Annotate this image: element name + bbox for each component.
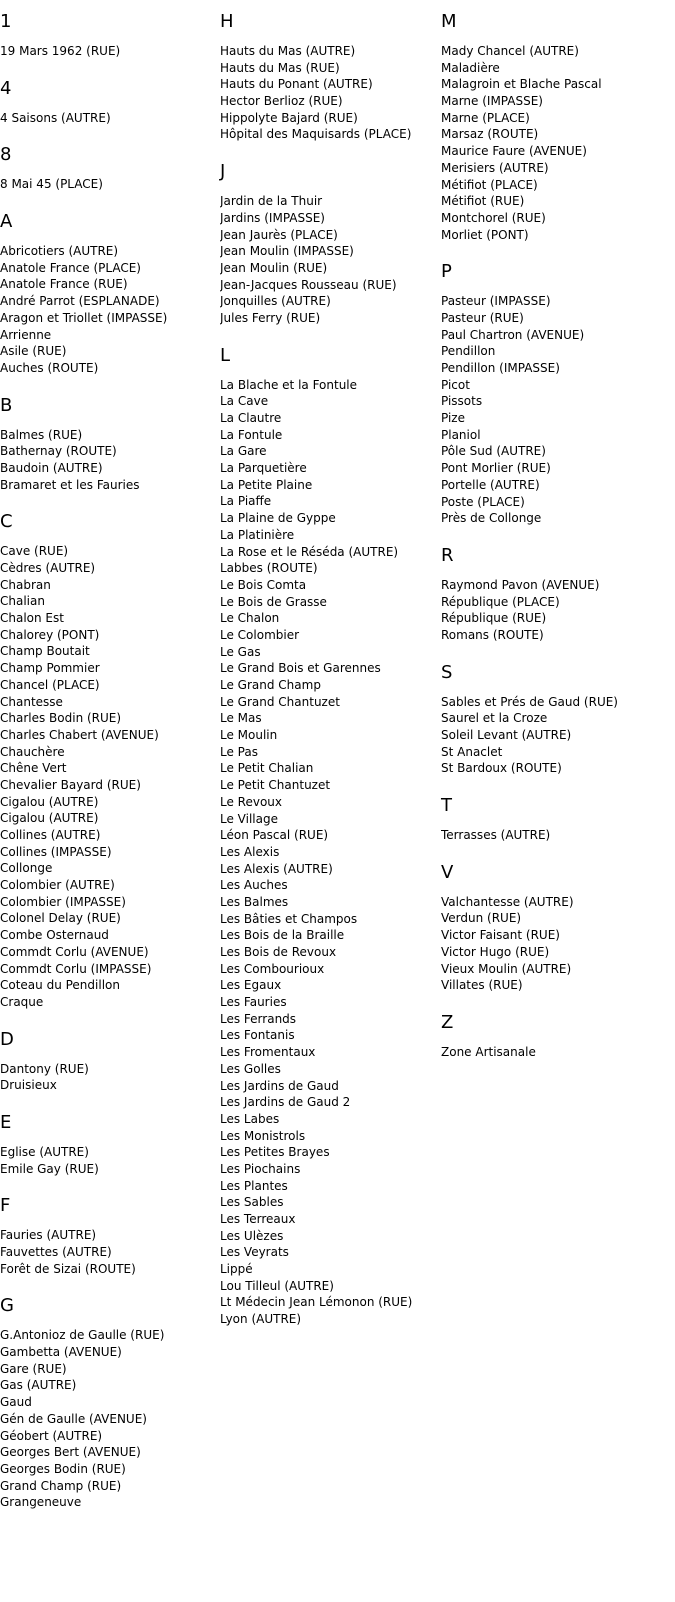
street-item: Les Alexis (AUTRE) (220, 861, 333, 876)
street-item: République (PLACE) (441, 594, 560, 609)
street-item: Maladière (441, 60, 500, 75)
street-item: Arrienne (0, 327, 52, 342)
column-2 (220, 0, 438, 1346)
street-item: Druisieux (0, 1078, 57, 1093)
street-item: Lippé (220, 1262, 253, 1277)
street-item: Cigalou (AUTRE) (0, 811, 99, 826)
street-item: Le Gas (220, 644, 261, 659)
street-item: Bramaret et les Fauries (0, 477, 140, 492)
street-item: Chalorey (PONT) (0, 627, 100, 642)
street-list (441, 43, 675, 243)
street-item: Près de Collonge (441, 511, 542, 526)
street-item: La Clautre (220, 411, 282, 425)
street-item: Montchorel (RUE) (441, 210, 546, 225)
section-letter-heading: S (441, 661, 453, 683)
street-item: Les Egaux (220, 978, 282, 993)
street-item: St Anaclet (441, 744, 503, 759)
street-item: Gén de Gaulle (AVENUE) (0, 1411, 147, 1426)
street-list (0, 543, 218, 1010)
street-item: Le Petit Chantuzet (220, 778, 331, 793)
letter-section (220, 161, 438, 327)
letter-section (0, 1112, 218, 1177)
street-item: Verdun (RUE) (441, 911, 522, 926)
street-item: Fauries (AUTRE) (0, 1228, 97, 1243)
street-item: Les Balmes (220, 894, 289, 909)
street-item: Romans (ROUTE) (441, 627, 544, 642)
street-item: Les Bois de Revoux (220, 945, 337, 959)
street-item: Les Jardins de Gaud 2 (220, 1095, 351, 1110)
street-item: La Cave (220, 394, 269, 409)
street-item: Les Piochains (220, 1161, 301, 1176)
street-item: Coteau du Pendillon (0, 978, 120, 993)
street-item: Terrasses (AUTRE) (441, 828, 551, 843)
street-list (220, 43, 438, 143)
street-item: La Gare (220, 444, 267, 459)
street-item: La Fontule (220, 427, 283, 442)
street-list (441, 577, 675, 644)
letter-section (0, 78, 218, 127)
street-item: Pôle Sud (AUTRE) (441, 444, 546, 459)
street-item: Zone Artisanale (441, 1044, 536, 1059)
section-letter-heading: E (0, 1111, 12, 1133)
street-list (0, 1144, 218, 1177)
street-item: Le Bois de Grasse (220, 594, 327, 609)
street-item: Morliet (PONT) (441, 227, 529, 242)
street-item: Les Jardins de Gaud (220, 1078, 339, 1093)
street-list (0, 1061, 218, 1094)
street-item: Bathernay (ROUTE) (0, 444, 117, 459)
section-letter-heading: Z (441, 1011, 454, 1033)
street-item: André Parrot (ESPLANADE) (0, 294, 160, 309)
street-item: Maurice Faure (AVENUE) (441, 144, 587, 159)
street-item: Colombier (AUTRE) (0, 878, 115, 893)
street-item: Dantony (RUE) (0, 1061, 89, 1076)
street-item: Le Revoux (220, 794, 283, 809)
street-item: Aragon et Triollet (IMPASSE) (0, 310, 168, 325)
street-item: Les Ferrands (220, 1011, 297, 1026)
street-item: Les Fontanis (220, 1028, 295, 1043)
street-item: Les Labes (220, 1111, 280, 1126)
street-item: Balmes (RUE) (0, 427, 83, 442)
street-item: Victor Hugo (RUE) (441, 944, 550, 959)
street-item: Anatole France (PLACE) (0, 260, 141, 275)
street-list (0, 110, 218, 127)
street-item: Les Plantes (220, 1178, 288, 1193)
letter-section (441, 11, 675, 243)
street-item: Hauts du Mas (RUE) (220, 60, 340, 75)
section-letter-heading: M (441, 11, 457, 32)
street-item: Combe Osternaud (0, 928, 109, 943)
street-item: La Blache et la Fontule (220, 377, 358, 392)
street-item: Pasteur (IMPASSE) (441, 294, 551, 309)
street-item: Hôpital des Maquisards (PLACE) (220, 127, 412, 142)
column-3 (441, 0, 675, 1079)
street-item: Le Chalon (220, 611, 280, 626)
street-item: Merisiers (AUTRE) (441, 160, 549, 175)
street-item: Les Bâties et Champos (220, 911, 358, 926)
letter-section (0, 11, 218, 60)
letter-section (441, 795, 675, 844)
street-item: Les Alexis (220, 844, 280, 859)
street-item: Pasteur (RUE) (441, 310, 524, 325)
street-item: Les Ulèzes (220, 1228, 284, 1243)
street-item: Champ Boutait (0, 644, 90, 659)
street-list (441, 827, 675, 844)
street-item: Pendillon (441, 344, 496, 359)
street-item: Le Moulin (220, 728, 278, 743)
street-list (441, 694, 675, 777)
street-item: Le Grand Chantuzet (220, 694, 340, 709)
street-list (0, 176, 218, 193)
street-item: Planiol (441, 427, 481, 442)
street-item: Mady Chancel (AUTRE) (441, 44, 579, 58)
street-item: Gaud (0, 1395, 32, 1410)
street-item: Colonel Delay (RUE) (0, 911, 121, 926)
street-item: Chabran (0, 577, 51, 592)
street-item: Champ Pommier (0, 661, 100, 676)
street-item: Saurel et la Croze (441, 711, 548, 726)
street-item: Eglise (AUTRE) (0, 1144, 89, 1159)
street-item: La Platinière (220, 527, 295, 542)
street-item: G.Antonioz de Gaulle (RUE) (0, 1328, 165, 1343)
section-letter-heading: T (441, 795, 452, 817)
street-item: Chantesse (0, 694, 63, 709)
street-item: Marsaz (ROUTE) (441, 127, 539, 142)
street-item: La Piaffe (220, 494, 272, 509)
street-item: Craque (0, 994, 44, 1009)
street-item: La Plaine de Gyppe (220, 511, 336, 526)
section-letter-heading: A (0, 211, 13, 233)
street-item: Portelle (AUTRE) (441, 477, 540, 492)
street-item: Les Veyrats (220, 1245, 289, 1260)
street-item: Pissots (441, 394, 483, 409)
section-letter-heading: 8 (0, 144, 12, 166)
section-letter-heading: C (0, 511, 13, 533)
letter-section (441, 662, 675, 777)
street-item: Grangeneuve (0, 1495, 82, 1510)
street-item: La Petite Plaine (220, 477, 313, 492)
section-letter-heading: P (441, 261, 452, 283)
letter-section (220, 345, 438, 1328)
section-letter-heading: R (441, 544, 454, 566)
street-item: Chauchère (0, 744, 65, 759)
letter-section (441, 261, 675, 527)
street-item: Picot (441, 377, 470, 392)
street-item: Gare (RUE) (0, 1361, 67, 1376)
street-item: Valchantesse (AUTRE) (441, 894, 574, 909)
street-item: Les Sables (220, 1195, 284, 1210)
street-item: Hauts du Ponant (AUTRE) (220, 77, 373, 92)
street-list (0, 1227, 218, 1277)
street-item: Les Fromentaux (220, 1045, 316, 1060)
street-item: Lou Tilleul (AUTRE) (220, 1278, 334, 1293)
street-item: Jardin de la Thuir (220, 194, 323, 209)
street-item: Cave (RUE) (0, 544, 69, 559)
street-item: Lyon (AUTRE) (220, 1312, 302, 1327)
street-item: Chancel (PLACE) (0, 677, 100, 692)
street-item: Le Grand Champ (220, 678, 321, 692)
section-letter-heading: J (220, 161, 226, 183)
street-item: Poste (PLACE) (441, 494, 525, 509)
letter-section (441, 545, 675, 644)
street-list (441, 894, 675, 994)
street-item: Soleil Levant (AUTRE) (441, 728, 572, 742)
street-list (441, 1044, 675, 1061)
street-item: Pize (441, 411, 465, 426)
street-item: Jean Jaurès (PLACE) (220, 227, 338, 242)
street-list (441, 293, 675, 527)
street-item: Le Grand Bois et Garennes (220, 661, 381, 676)
street-list (0, 1327, 218, 1511)
street-item: Les Combourioux (220, 961, 325, 976)
street-item: Léon Pascal (RUE) (220, 828, 329, 843)
street-item: Collines (AUTRE) (0, 828, 101, 842)
column-1 (0, 0, 218, 1529)
section-letter-heading: L (220, 344, 231, 366)
street-item: Colombier (IMPASSE) (0, 894, 126, 909)
letter-section (0, 1029, 218, 1094)
street-item: Sables et Prés de Gaud (RUE) (441, 694, 618, 709)
street-item: Charles Chabert (AVENUE) (0, 727, 159, 742)
street-item: Le Petit Chalian (220, 761, 314, 776)
street-item: Les Terreaux (220, 1212, 296, 1226)
street-item: Jardins (IMPASSE) (220, 210, 325, 225)
street-list (0, 243, 218, 377)
street-item: Métifiot (PLACE) (441, 177, 538, 192)
street-item: Le Village (220, 811, 278, 826)
letter-section (0, 211, 218, 377)
street-item: Marne (PLACE) (441, 110, 530, 125)
street-item: Les Golles (220, 1061, 281, 1076)
street-item: Collines (IMPASSE) (0, 844, 112, 859)
street-item: Charles Bodin (RUE) (0, 711, 122, 726)
street-item: Grand Champ (RUE) (0, 1478, 122, 1493)
street-item: Labbes (ROUTE) (220, 561, 318, 576)
street-item: Géobert (AUTRE) (0, 1428, 103, 1443)
street-item: Chevalier Bayard (RUE) (0, 777, 141, 792)
street-item: Hippolyte Bajard (RUE) (220, 110, 358, 125)
street-item: Hector Berlioz (RUE) (220, 94, 343, 109)
street-item: Les Fauries (220, 995, 287, 1010)
street-item: Jean Moulin (RUE) (220, 260, 328, 275)
section-letter-heading: 4 (0, 77, 12, 99)
street-item: Chalon Est (0, 611, 64, 626)
street-item: Cèdres (AUTRE) (0, 561, 96, 575)
street-item: Anatole France (RUE) (0, 277, 128, 292)
street-item: Jules Ferry (RUE) (220, 310, 321, 325)
letter-section (0, 511, 218, 1010)
street-list (220, 377, 438, 1328)
street-item: Les Monistrols (220, 1128, 306, 1143)
letter-section (441, 1012, 675, 1061)
street-item: 4 Saisons (AUTRE) (0, 110, 111, 125)
street-item: Métifiot (RUE) (441, 194, 525, 209)
street-item: Raymond Pavon (AVENUE) (441, 577, 600, 592)
section-letter-heading: V (441, 861, 454, 883)
street-item: Victor Faisant (RUE) (441, 928, 560, 943)
street-item: Le Pas (220, 744, 258, 759)
section-letter-heading: D (0, 1028, 14, 1050)
street-item: Le Colombier (220, 627, 300, 642)
letter-section (441, 862, 675, 994)
street-item: Georges Bodin (RUE) (0, 1461, 126, 1476)
street-item: Forêt de Sizai (ROUTE) (0, 1261, 136, 1276)
street-item: Lt Médecin Jean Lémonon (RUE) (220, 1295, 413, 1310)
section-letter-heading: B (0, 394, 13, 416)
street-item: Abricotiers (AUTRE) (0, 244, 119, 259)
street-list (220, 193, 438, 327)
street-item: Fauvettes (AUTRE) (0, 1245, 112, 1259)
street-item: Jonquilles (AUTRE) (220, 294, 331, 309)
street-item: Pendillon (IMPASSE) (441, 361, 560, 375)
street-item: Emile Gay (RUE) (0, 1161, 99, 1176)
street-item: Paul Chartron (AVENUE) (441, 327, 585, 342)
letter-section (0, 1295, 218, 1511)
section-letter-heading: 1 (0, 11, 12, 32)
street-item: Chalian (0, 594, 45, 609)
street-item: St Bardoux (ROUTE) (441, 761, 562, 776)
section-letter-heading: G (0, 1295, 14, 1317)
street-item: Commdt Corlu (IMPASSE) (0, 961, 152, 976)
street-item: Collonge (0, 861, 53, 876)
street-item: Auches (ROUTE) (0, 360, 99, 375)
street-item: Les Bois de la Braille (220, 928, 345, 943)
street-item: Asile (RUE) (0, 344, 67, 359)
street-item: Hauts du Mas (AUTRE) (220, 44, 356, 58)
street-item: Marne (IMPASSE) (441, 94, 543, 109)
street-item: Vieux Moulin (AUTRE) (441, 961, 572, 976)
street-item: Jean Moulin (IMPASSE) (220, 244, 354, 259)
street-item: Georges Bert (AVENUE) (0, 1445, 141, 1460)
section-letter-heading: F (0, 1195, 11, 1217)
street-item: Le Bois Comta (220, 577, 307, 592)
street-item: République (RUE) (441, 611, 547, 626)
street-item: Les Petites Brayes (220, 1145, 330, 1160)
street-item: Gambetta (AVENUE) (0, 1345, 122, 1360)
street-item: Le Mas (220, 711, 262, 726)
street-item: La Rose et le Réséda (AUTRE) (220, 544, 399, 559)
street-item: Les Auches (220, 878, 288, 893)
street-item: Jean-Jacques Rousseau (RUE) (220, 277, 397, 292)
street-item: Cigalou (AUTRE) (0, 794, 99, 809)
street-item: Commdt Corlu (AVENUE) (0, 944, 149, 959)
street-item: Chêne Vert (0, 761, 67, 776)
street-item: Gas (AUTRE) (0, 1378, 77, 1393)
street-item: Pont Morlier (RUE) (441, 461, 551, 476)
letter-section (0, 1195, 218, 1277)
street-list (0, 427, 218, 494)
street-list (0, 43, 218, 60)
street-item: Malagroin et Blache Pascal (441, 77, 602, 92)
street-item: Villates (RUE) (441, 978, 523, 993)
street-item: La Parquetière (220, 461, 307, 476)
street-item: 8 Mai 45 (PLACE) (0, 177, 103, 192)
letter-section (0, 144, 218, 193)
letter-section (0, 395, 218, 494)
street-item: 19 Mars 1962 (RUE) (0, 44, 121, 58)
street-item: Baudoin (AUTRE) (0, 460, 103, 475)
section-letter-heading: H (220, 11, 234, 32)
letter-section (220, 11, 438, 143)
